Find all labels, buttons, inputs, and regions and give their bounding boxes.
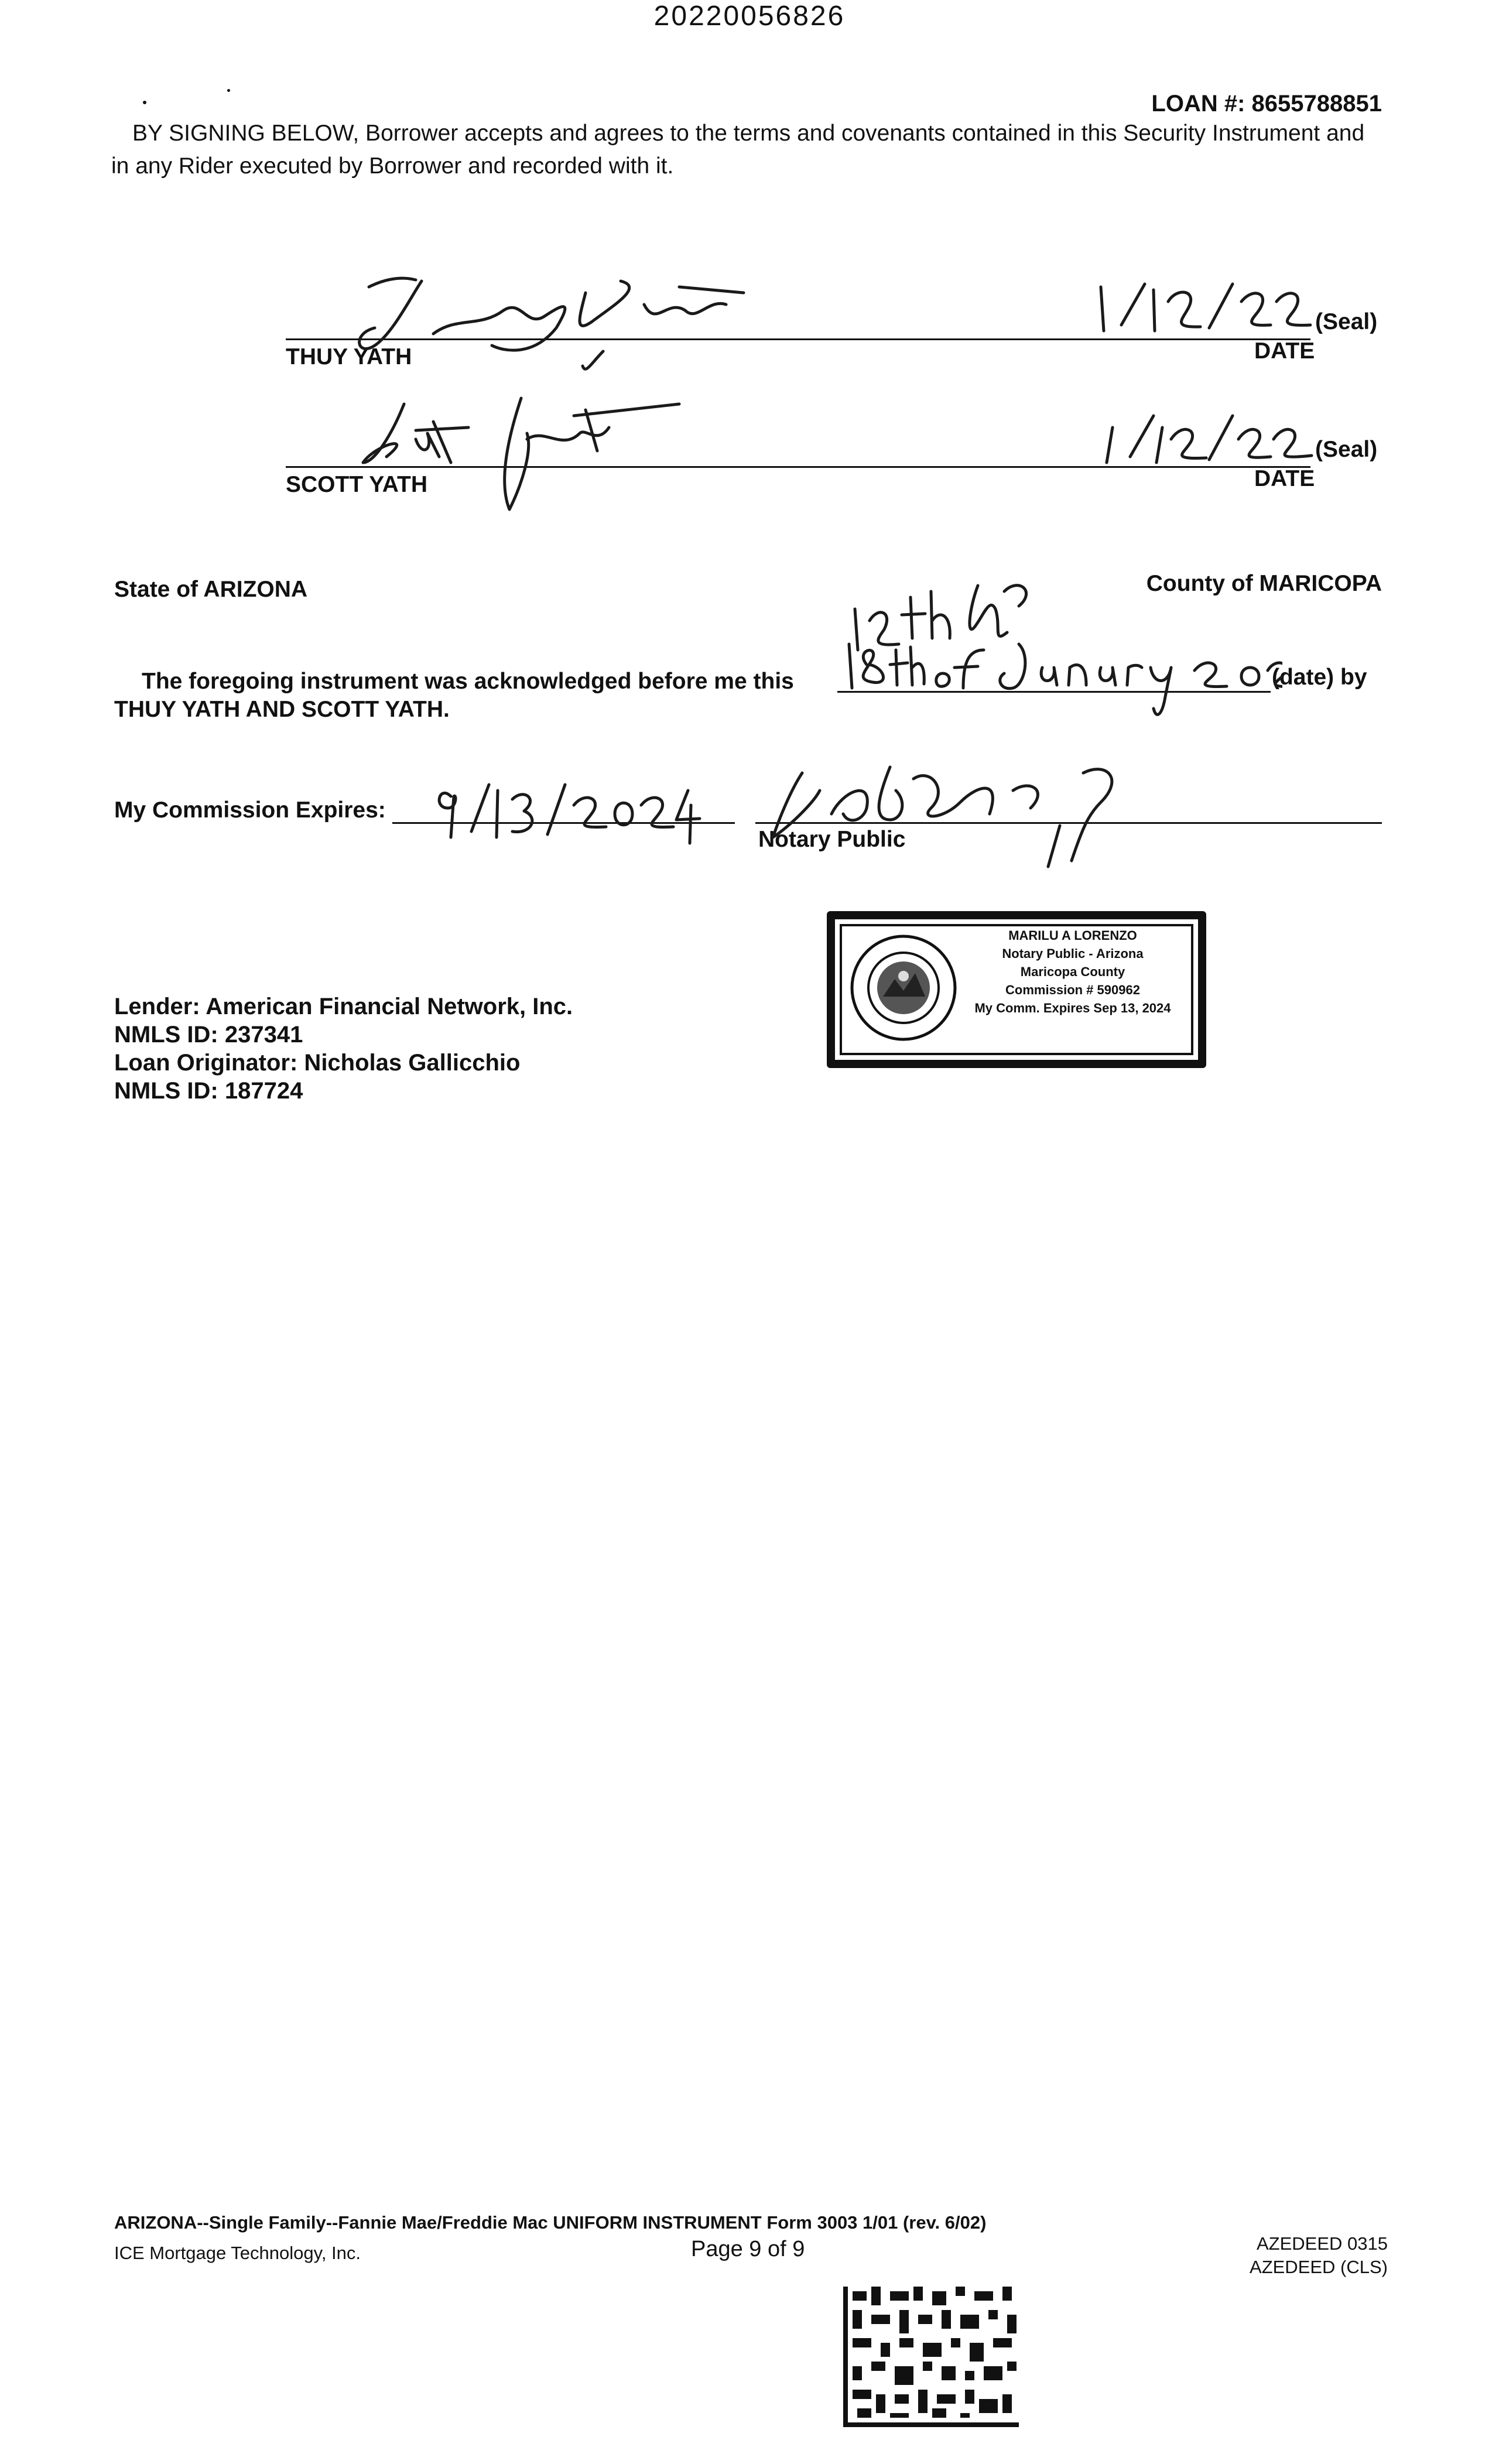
acknowledgment-prefix: The foregoing instrument was acknowledged before me this bbox=[142, 669, 794, 694]
date-label: DATE bbox=[1254, 466, 1315, 491]
footer-form-line: ARIZONA--Single Family--Fannie Mae/Freddie Mac UNIFORM INSTRUMENT Form 3003 1/01 (rev. 6/02) bbox=[114, 2212, 987, 2233]
intro-paragraph: BY SIGNING BELOW, Borrower accepts and agrees to the terms and covenants contained in this Security Instrument and in any Rider executed by Borrower and recorded with it. bbox=[111, 121, 1365, 179]
handwritten-acknowledgment-date bbox=[837, 632, 1282, 726]
signature-thuy-yath bbox=[340, 263, 750, 375]
signer-name: SCOTT YATH bbox=[286, 472, 427, 497]
footer-page: Page 9 of 9 bbox=[691, 2237, 805, 2261]
signature-scott-yath bbox=[351, 386, 703, 515]
barcode-icon bbox=[843, 2287, 1019, 2427]
handwritten-commission-date bbox=[427, 773, 709, 855]
stray-mark bbox=[227, 89, 230, 92]
commission-label: My Commission Expires: bbox=[114, 798, 386, 823]
state-label: State of ARIZONA bbox=[114, 577, 308, 602]
notary-label: Notary Public bbox=[758, 827, 906, 852]
footer-company: ICE Mortgage Technology, Inc. bbox=[114, 2243, 361, 2263]
handwritten-date bbox=[1089, 275, 1312, 340]
acknowledgment-names: THUY YATH AND SCOTT YATH. bbox=[114, 697, 450, 722]
handwritten-date bbox=[1101, 404, 1323, 468]
seal-label: (Seal) bbox=[1315, 437, 1378, 462]
date-label: DATE bbox=[1254, 338, 1315, 364]
county-label: County of MARICOPA bbox=[1146, 571, 1382, 596]
lender-nmls: NMLS ID: 237341 bbox=[114, 1022, 303, 1048]
signer-name: THUY YATH bbox=[286, 344, 412, 369]
stamp-text: MARILU A LORENZO Notary Public - Arizona Maricopa County Commission # 590962 My Comm. Expires Sep 13, 2024 bbox=[974, 928, 1171, 1015]
footer-codes: AZEDEED 0315 AZEDEED (CLS) bbox=[1250, 2233, 1388, 2277]
acknowledgment-suffix: (date) by bbox=[1272, 665, 1367, 690]
notary-signature bbox=[755, 755, 1165, 872]
originator-nmls: NMLS ID: 187724 bbox=[114, 1078, 303, 1104]
loan-number: LOAN #: 8655788851 bbox=[1151, 91, 1382, 117]
loan-originator: Loan Originator: Nicholas Gallicchio bbox=[114, 1050, 521, 1076]
lender-block bbox=[114, 993, 573, 1105]
notary-stamp bbox=[827, 911, 1206, 1068]
stray-mark bbox=[143, 101, 146, 104]
document-number: 20220056826 bbox=[653, 1, 846, 32]
lender-name: Lender: American Financial Network, Inc. bbox=[114, 994, 573, 1019]
state-seal-icon bbox=[848, 932, 959, 1043]
seal-label: (Seal) bbox=[1315, 309, 1378, 334]
